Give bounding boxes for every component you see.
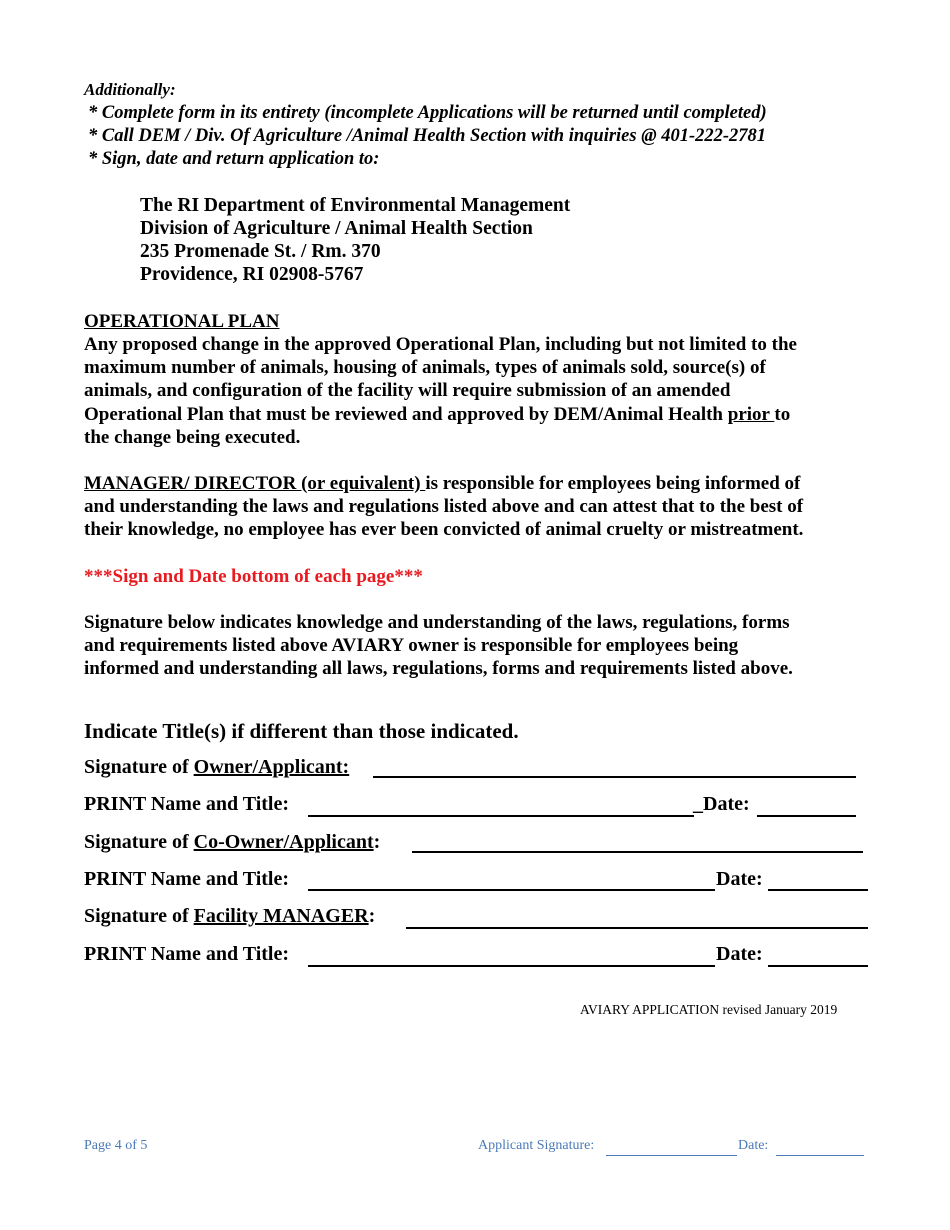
operational-plan-line-4-a: Operational Plan that must be reviewed and approved by DEM/Animal Health	[84, 404, 728, 425]
operational-plan-line-2: maximum number of animals, housing of animals, types of animals sold, source(s) of	[84, 357, 766, 378]
acknowledgement-line-2: and requirements listed above AVIARY owner is responsible for employees being	[84, 635, 739, 656]
manager-signature-label	[84, 905, 375, 931]
sign-date-notice: ***Sign and Date bottom of each page***	[84, 566, 423, 587]
intro-bullet-2: * Call DEM / Div. Of Agriculture /Animal Health Section with inquiries @ 401-222-2781	[88, 126, 767, 146]
co-owner-signature-line[interactable]	[412, 851, 863, 853]
facility-manager-label: Facility MANAGER	[193, 905, 369, 927]
colon: :	[373, 831, 381, 853]
acknowledgement-line-1: Signature below indicates knowledge and understanding of the laws, regulations, forms	[84, 612, 790, 633]
operational-plan-title: OPERATIONAL PLAN	[84, 311, 280, 332]
footer-date-label: Date:	[738, 1138, 769, 1153]
colon: :	[368, 905, 376, 927]
date-label-2: Date:	[716, 868, 763, 890]
intro-heading: Additionally:	[84, 80, 176, 99]
intro-bullet-3: * Sign, date and return application to:	[88, 149, 380, 169]
address-line-1: The RI Department of Environmental Management	[140, 195, 571, 216]
operational-plan-line-3: animals, and configuration of the facility will require submission of an amended	[84, 380, 731, 401]
date-line-1[interactable]	[757, 815, 856, 817]
owner-applicant-label: Owner/Applicant:	[193, 756, 350, 778]
print-name-label-1: PRINT Name and Title:	[84, 793, 290, 815]
sig-prefix: Signature of	[84, 756, 194, 778]
print-name-label-2: PRINT Name and Title:	[84, 868, 290, 890]
operational-plan-line-1: Any proposed change in the approved Operational Plan, including but not limited to the	[84, 334, 797, 355]
owner-signature-line[interactable]	[373, 776, 856, 778]
prior-emphasis: prior	[727, 404, 775, 425]
date-label-1: _Date:	[693, 793, 750, 815]
print-name-label-3: PRINT Name and Title:	[84, 943, 290, 965]
manager-signature-line[interactable]	[406, 927, 868, 929]
owner-signature-label	[84, 756, 349, 782]
footer-applicant-signature-line[interactable]	[606, 1155, 737, 1156]
operational-plan-line-5: the change being executed.	[84, 427, 301, 448]
address-line-4: Providence, RI 02908-5767	[140, 264, 364, 285]
manager-line-2: and understanding the laws and regulations listed above and can attest that to the best of	[84, 496, 804, 517]
print-name-line-3[interactable]	[308, 965, 715, 967]
page-number: Page 4 of 5	[84, 1138, 148, 1153]
manager-line-1-rest: is responsible for employees being informed of	[425, 473, 801, 494]
print-name-line-2[interactable]	[308, 889, 715, 891]
date-line-3[interactable]	[768, 965, 868, 967]
footer-date-line[interactable]	[776, 1155, 864, 1156]
intro-bullet-1: * Complete form in its entirety (incomplete Applications will be returned until completed)	[88, 103, 767, 123]
date-line-2[interactable]	[768, 889, 868, 891]
operational-plan-line-4-b: to	[774, 404, 791, 425]
footer-applicant-signature-label: Applicant Signature:	[478, 1138, 595, 1153]
co-owner-applicant-label: Co-Owner/Applicant	[193, 831, 374, 853]
date-label-3: Date:	[716, 943, 763, 965]
sig-prefix: Signature of	[84, 831, 194, 853]
manager-line-3: their knowledge, no employee has ever been convicted of animal cruelty or mistreatment.	[84, 519, 804, 540]
manager-line-1	[84, 473, 800, 495]
indicate-title: Indicate Title(s) if different than those indicated.	[84, 719, 519, 743]
address-line-2: Division of Agriculture / Animal Health Section	[140, 218, 533, 239]
operational-plan-line-4	[84, 404, 790, 426]
manager-director-label: MANAGER/ DIRECTOR (or equivalent)	[84, 473, 426, 494]
address-line-3: 235 Promenade St. / Rm. 370	[140, 241, 381, 262]
sig-prefix: Signature of	[84, 905, 194, 927]
co-owner-signature-label	[84, 831, 380, 857]
print-name-line-1[interactable]	[308, 815, 694, 817]
revision-note: AVIARY APPLICATION revised January 2019	[580, 1002, 838, 1017]
acknowledgement-line-3: informed and understanding all laws, regulations, forms and requirements listed above.	[84, 658, 793, 679]
